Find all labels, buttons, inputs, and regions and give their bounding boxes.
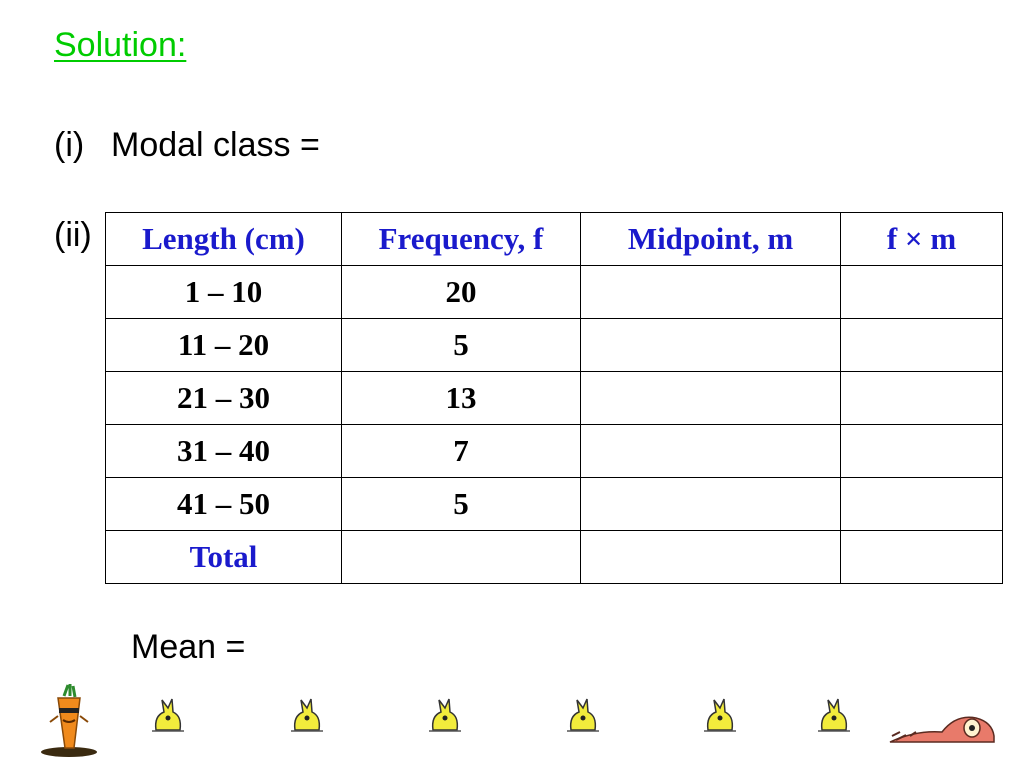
- header-f-times-m: f × m: [841, 213, 1003, 266]
- item-ii-number: (ii): [54, 216, 92, 254]
- rabbit-icon: [700, 696, 740, 736]
- midpoint-cell: [581, 266, 841, 319]
- f-times-m-cell: [841, 372, 1003, 425]
- length-cell: 31 – 40: [106, 425, 342, 478]
- table-row: [106, 372, 1003, 425]
- table-header-row: [106, 213, 1003, 266]
- midpoint-cell: [581, 425, 841, 478]
- total-label: Total: [106, 531, 342, 584]
- length-cell: 41 – 50: [106, 478, 342, 531]
- frequency-cell: 5: [342, 478, 581, 531]
- rabbit-icon: [563, 696, 603, 736]
- frequency-cell: 20: [342, 266, 581, 319]
- midpoint-cell: [581, 319, 841, 372]
- header-length: Length (cm): [106, 213, 342, 266]
- modal-class-label: Modal class =: [111, 126, 320, 164]
- header-frequency: Frequency, f: [342, 213, 581, 266]
- total-f-times-m-cell: [841, 531, 1003, 584]
- length-cell: 21 – 30: [106, 372, 342, 425]
- frequency-cell: 5: [342, 319, 581, 372]
- table-row: [106, 266, 1003, 319]
- rabbit-icon: [814, 696, 854, 736]
- table-total-row: [106, 531, 1003, 584]
- rabbit-icon: [148, 696, 188, 736]
- table-row: [106, 425, 1003, 478]
- frequency-cell: 13: [342, 372, 581, 425]
- f-times-m-cell: [841, 478, 1003, 531]
- f-times-m-cell: [841, 425, 1003, 478]
- carrot-character-icon: [38, 682, 100, 758]
- table-row: [106, 319, 1003, 372]
- midpoint-cell: [581, 372, 841, 425]
- table-row: [106, 478, 1003, 531]
- length-cell: 1 – 10: [106, 266, 342, 319]
- frequency-table: [105, 212, 1003, 584]
- midpoint-cell: [581, 478, 841, 531]
- f-times-m-cell: [841, 319, 1003, 372]
- rabbit-icon: [425, 696, 465, 736]
- item-i-number: (i): [54, 126, 85, 164]
- frequency-cell: 7: [342, 425, 581, 478]
- digging-animal-icon: [886, 706, 998, 746]
- total-frequency-cell: [342, 531, 581, 584]
- f-times-m-cell: [841, 266, 1003, 319]
- mean-label: Mean =: [131, 628, 246, 666]
- total-midpoint-cell: [581, 531, 841, 584]
- solution-heading: Solution:: [54, 26, 187, 64]
- length-cell: 11 – 20: [106, 319, 342, 372]
- header-midpoint: Midpoint, m: [581, 213, 841, 266]
- rabbit-icon: [287, 696, 327, 736]
